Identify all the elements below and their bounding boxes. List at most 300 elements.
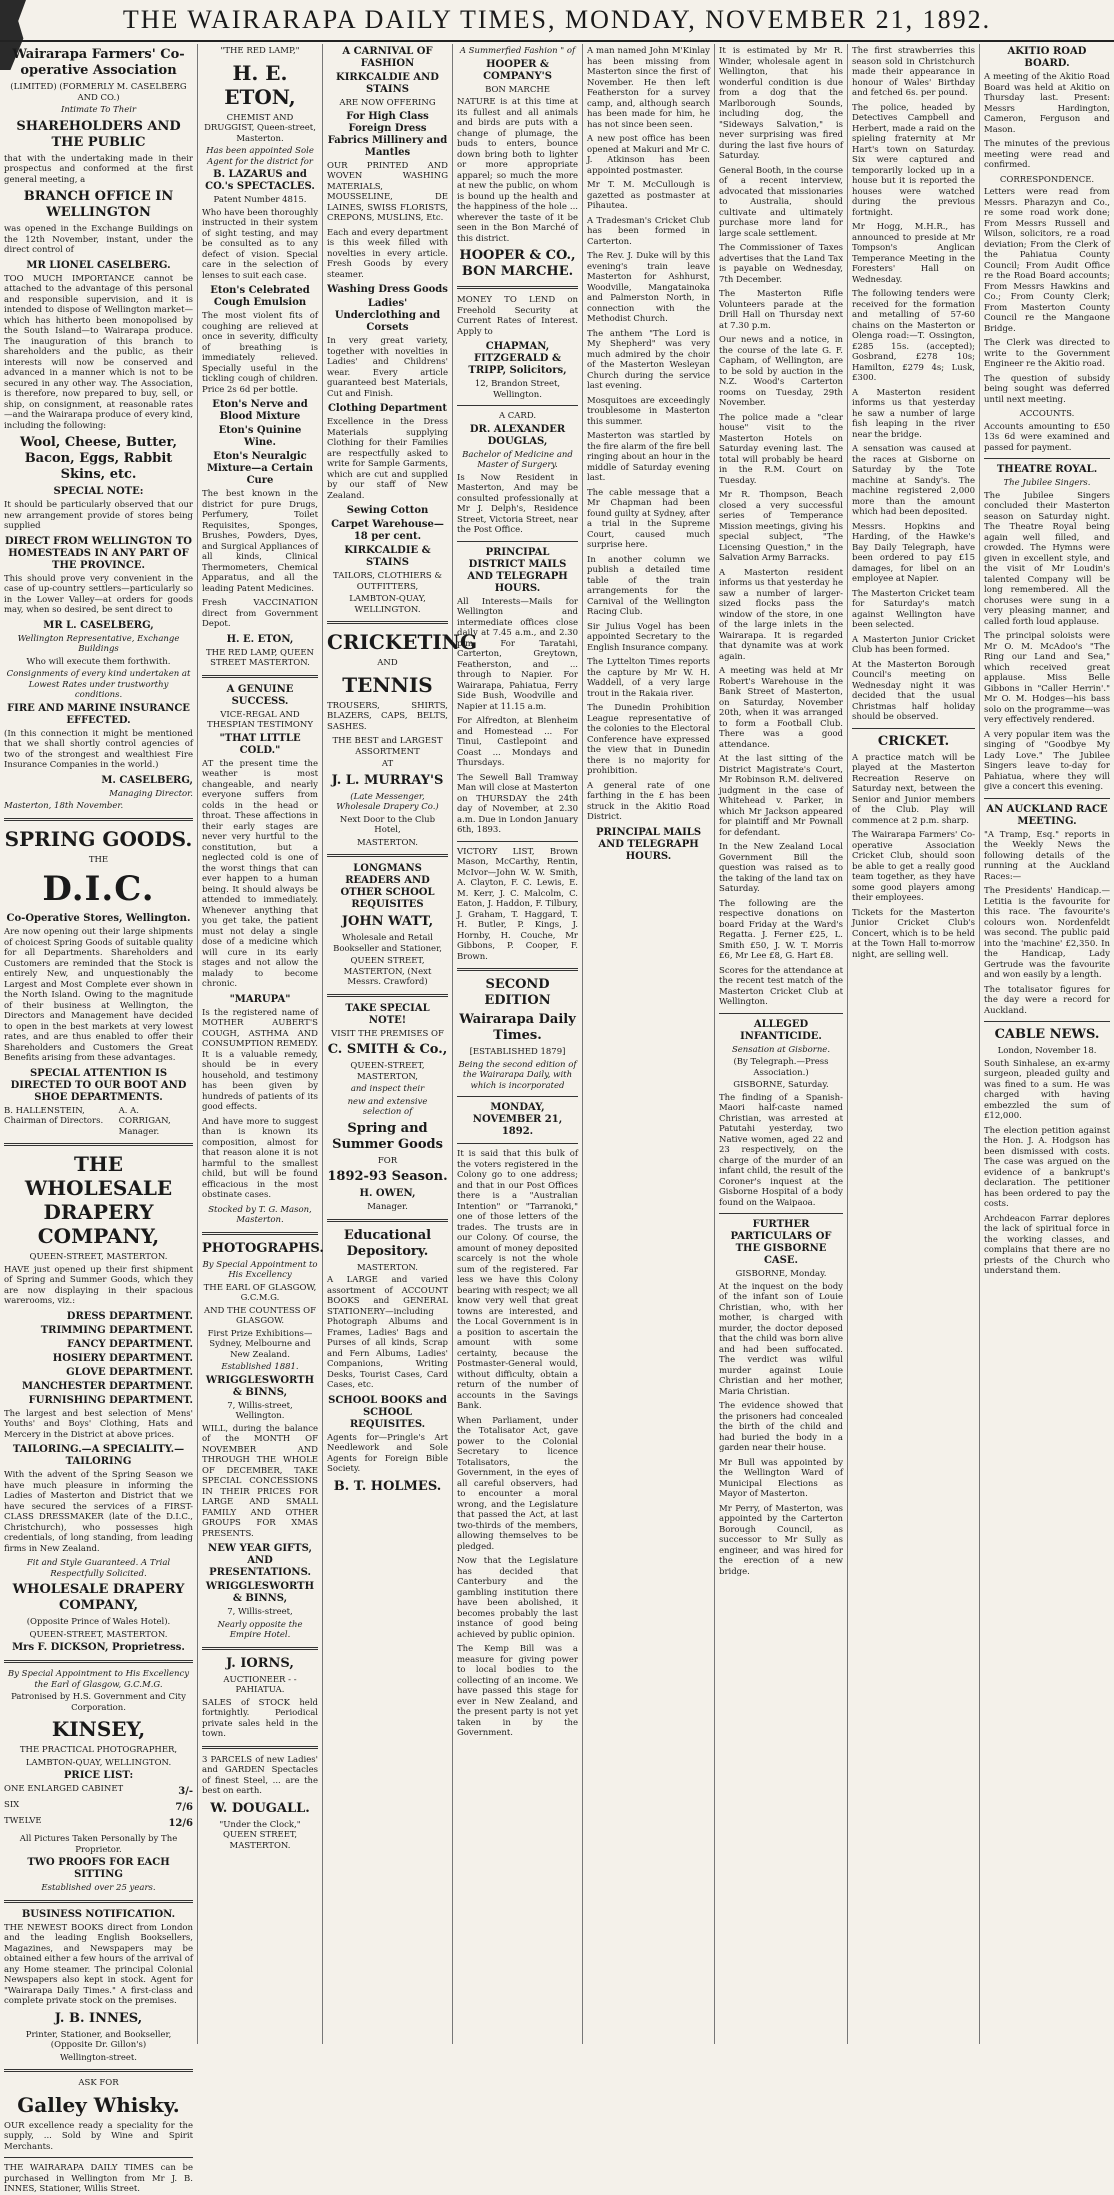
ad-association-manager: MR LIONEL CASELBERG.: [26, 259, 171, 271]
news-item: A meeting of the Akitio Road Board was held at Akitio on Thursday last. Present: Messrs Hardington, Cameron, Ferguson and Mason.: [984, 72, 1110, 135]
ad-galley-title: Galley Whisky.: [17, 2092, 180, 2117]
ad-kinsey-proofs: TWO PROOFS FOR EACH SITTING: [27, 1857, 170, 1880]
headline-further: FURTHER PARTICULARS OF THE GISBORNE CASE.: [730, 1219, 832, 1266]
news-item: The cable message that a Mr Chapman had been found guilty at Sydney, after a trial in the Supreme Court, caused much surprise here.: [587, 487, 710, 550]
news-item: The Rev. J. Duke will by this evening's train leave Masterton for Ashhurst, Woodville, Mangatainoka and Palmerston North, in connection with the Methodist Church.: [587, 251, 710, 324]
divider: [327, 994, 448, 997]
ad-wb-nearly: Nearly opposite the Empire Hotel.: [217, 1619, 303, 1640]
ad-eton-vaccine: Fresh VACCINATION direct from Government Depot.: [202, 598, 318, 629]
subhead-accounts: ACCOUNTS.: [1019, 409, 1075, 419]
ad-murray-next: Next Door to the Club Hotel,: [339, 814, 436, 835]
ad-douglas-desc: Bachelor of Medicine and Master of Surgery.: [462, 449, 573, 470]
ad-murray-best: THE BEST and LARGEST ASSORTMENT: [332, 736, 443, 757]
headline-auckland: AN AUCKLAND RACE MEETING.: [986, 803, 1108, 827]
ad-marupa-sold: Stocked by T. G. Mason, Masterton.: [208, 1204, 312, 1225]
ad-association-opened: was opened in the Exchange Buildings on the 12th November, instant, under the direct control of: [4, 224, 193, 255]
divider: [4, 2069, 193, 2072]
ad-ks-title: KIRKCALDIE AND STAINS: [336, 72, 439, 95]
ad-wb-sig: WRIGGLESWORTH & BINNS,: [205, 1581, 315, 1604]
ad-ks-lambton: LAMBTON-QUAY, WELLINGTON.: [349, 594, 426, 615]
headline-cable: CABLE NEWS.: [994, 1027, 1100, 1042]
news-item: The finding of a Spanish-Maori half-caste named Christian, was arrested at Patutahi yesterday, two Native women, aged 22 and 23 respectively, on the charge of the murder of an infant child, the result of the Coroner's inquest at the Gisborne Hospital of a body found on the Waipaoa.: [719, 1092, 843, 1208]
divider: [984, 458, 1110, 459]
news-item: A Masterton resident informs us that yesterday he saw a number of large fish leaping in the river near the bridge.: [852, 387, 975, 440]
ad-dic-signatures: [4, 1106, 193, 1138]
ad-dic-special: SPECIAL ATTENTION IS DIRECTED TO OUR BOOT AND SHOE DEPARTMENTS.: [10, 1067, 187, 1103]
ad-association-sig: M. CASELBERG,: [101, 774, 193, 786]
ad-hooper-again: HOOPER & CO., BON MARCHE.: [459, 248, 576, 279]
ad-eton-name: H. E. ETON,: [224, 60, 296, 109]
ad-smith-addr: QUEEN-STREET, MASTERTON,: [350, 1061, 425, 1082]
ad-holmes-educational: Educational Depository.: [343, 1227, 432, 1259]
news-item: At the inquest on the body of the infant son of Louie Christian, who, with her mother, is charged with murder, the doctor deposed that the child was born alive and had been suffocated. The verdict was wilful murder against Louie Christian and her mother, Maria Christian.: [719, 1281, 843, 1397]
subhead-jubilee: The Jubilee Singers.: [1003, 478, 1091, 488]
price-row: [4, 1784, 193, 1800]
ad-smith-spring: Spring and Summer Goods: [332, 1120, 443, 1152]
ad-dic-title: D.I.C.: [42, 869, 155, 909]
ad-eton-red-lamp: "THE RED LAMP,": [220, 46, 300, 56]
divider: [852, 728, 975, 729]
news-item: It is estimated by Mr R. Winder, wholesale agent in Wellington, that his wonderful condition is due from a dog that the Marlborough Sounds, including dog, the "Sideways Salvation," is never surprising was fired during the last five hours of Saturday.: [719, 46, 843, 161]
ad-kinsey-pricelist: PRICE LIST:: [63, 1770, 134, 1781]
news-item: The Lyttelton Times reports the capture by Mr W. H. Waddell, of a very large trout in the Rakaia river.: [587, 657, 710, 699]
ad-wholesale-depts: [4, 1311, 193, 1407]
ad-dougall-parcels: 3 PARCELS of new Ladies' and GARDEN Spectacles of finest Steel, ... are the best on earth.: [202, 1754, 318, 1796]
ad-holmes-body: A LARGE and varied assortment of ACCOUNT BOOKS and GENERAL STATIONERY—including Photograph Albums and Frames, Ladies' Bags and Purses of all kinds, Scrap and Fern Albums, Ladies' Companions, Writing Desks, Tourist Cases, Card Cases, etc.: [327, 1275, 448, 1390]
ad-watt-addr: QUEEN STREET, MASTERTON, (Next Messrs. Crawford): [343, 956, 432, 987]
notice-times: THE WAIRARAPA DAILY TIMES can be purchased in Wellington from Mr J. B. INNES, Stationer, Willis Street.: [4, 2163, 193, 2194]
ad-kinsey-appt: By Special Appointment to His Excellency the Earl of Glasgow, G.C.M.G.: [7, 1669, 190, 1690]
price-row: [4, 1816, 193, 1832]
ad-wb-prize: First Prize Exhibitions—Sydney, Melbourne and New Zealand.: [207, 1328, 313, 1360]
ad-money-brandon: 12, Brandon Street, Wellington.: [474, 379, 561, 400]
ad-wholesale-fit: Fit and Style Guaranteed. A Trial Respectfully Solicited.: [26, 1558, 171, 1579]
divider: [4, 1660, 193, 1663]
news-item: The first strawberries this season sold in Christchurch made their appearance in honour of Wales' Birthday and fetched 6s. per pound.: [852, 46, 975, 98]
divider: [202, 675, 318, 678]
news-item: The principal soloists were Mr O. M. McAdoo's "The Ring our Land and Sea," which received great applause. Miss Belle Gibbons in "Caller Herrin'." Mr O. M. Hodges—his bass solo on the programme—was very effectively rendered.: [984, 631, 1110, 725]
news-item: The Wairarapa Farmers' Co-operative Association Cricket Club, should soon be able to get a really good team together, as they have some good players among their employees.: [852, 830, 975, 903]
ad-eton-cough-body: The most violent fits of coughing are relieved at once in severity, difficulty of breathing is immediately relieved. Specially useful in the tickling cough of children. Price 2s 6d per bottle.: [202, 311, 318, 395]
news-item: The Commissioner of Taxes advertises that the Land Tax is payable on Wednesday, 7th December.: [719, 243, 843, 285]
ad-eton-blood: Eton's Nerve and Blood Mixture: [212, 399, 308, 422]
column-3: [323, 44, 478, 2044]
ad-association-branch: BRANCH OFFICE IN WELLINGTON: [23, 189, 174, 220]
ad-galley-ask: ASK FOR: [78, 2078, 119, 2088]
column-5: [583, 44, 715, 2044]
ad-murray-tennis: TENNIS: [342, 672, 433, 697]
news-item: Mr T. M. McCullough is gazetted as postmaster at Pihautea.: [587, 180, 710, 211]
ad-smith-for: FOR: [377, 1155, 398, 1166]
ad-wb-earl: THE EARL OF GLASGOW, G.C.M.G.: [203, 1282, 317, 1303]
ad-smith-selected: new and extensive selection of: [347, 1096, 428, 1117]
column-2: [198, 44, 323, 2044]
ad-murray-and: AND: [377, 658, 398, 668]
ad-ks-washing: Washing Dress Goods: [327, 284, 448, 295]
news-item: The Presidents' Handicap.—Letitia is the favourite for this race. The favourite's colours won. Nordenfeldt was second. The public paid into the 'machine' £2,350. In the Handicap, Lady Gertrude was the favourite and won easily by a length.: [984, 886, 1110, 980]
news-item: Scores for the attendance at the recent test match of the Masterton Cricket Club at Wellington.: [719, 965, 843, 1007]
news-item: The election petition against the Hon. J. A. Hodgson has been dismissed with costs. The case was argued on the evidence of a bankrupt's declaration. The petitioner has been ordered to pay the costs.: [984, 1125, 1110, 1209]
news-item: At the Masterton Borough Council's meeting on Wednesday night it was decided that the usual Christmas half holiday should be observed.: [852, 659, 975, 722]
ad-association-direct: DIRECT FROM WELLINGTON TO HOMESTEADS IN ANY PART OF THE PROVINCE.: [4, 535, 193, 571]
ad-wb-willis: 7, Willis-street, Wellington.: [227, 1400, 293, 1421]
news-item: Mr Hogg, M.H.R., has announced to preside at Mr Tompson's Anglican Temperance Meeting in the Foresters' Hall on Wednesday.: [852, 222, 975, 285]
news-item: A practice match will be played at the Masterton Recreation Reserve on Saturday next, between the Senior and Junior members of the Club. Play will commence at 2 p.m. sharp.: [852, 752, 975, 826]
news-item: The Masterton Rifle Volunteers parade at the Drill Hall on Thursday next at 7.30 p.m.: [719, 289, 843, 331]
ad-smith-owen-title: Manager.: [367, 1202, 408, 1212]
ad-murray-name: J. L. MURRAY'S: [331, 772, 444, 788]
news-item: The question of subsidy being sought was deferred until next meeting.: [984, 373, 1110, 405]
telegraph-credit: (By Telegraph.—Press Association.): [733, 1057, 829, 1078]
news-item: A man named John M'Kinlay has been missing from Masterton since the first of November. He then left Featherston for a survey camp, and, although search has been made for him, he has not since been seen.: [587, 46, 710, 130]
ad-wb-established: Established 1881.: [221, 1362, 299, 1372]
headline-infanticide: ALLEGED INFANTICIDE.: [740, 1018, 822, 1042]
news-item: The Clerk was directed to write to the Government Engineer re the Akitio road.: [984, 338, 1110, 369]
ad-hooper-bon: BON MARCHE: [485, 84, 550, 95]
ad-association-rep: Wellington Representative, Exchange Buildings: [17, 633, 180, 654]
ad-watt-desc: Wholesale and Retail Bookseller and Stationer,: [333, 933, 442, 954]
ad-murray-town: MASTERTON.: [356, 837, 419, 848]
ad-murray-at: AT: [381, 759, 394, 769]
ad-holmes-agents: Agents for—Pringle's Art Needlework and Sole Agents for Foreign Bible Society.: [327, 1432, 448, 1474]
ad-murray-trousers: TROUSERS, SHIRTS, BLAZERS, CAPS, BELTS, SASHES.: [327, 700, 448, 732]
ad-wb-newyear: NEW YEAR GIFTS, AND PRESENTATIONS.: [208, 1543, 312, 1578]
ad-innes-desc: Printer, Stationer, and Bookseller, (Opposite Dr. Gillon's): [25, 2029, 172, 2050]
ad-smith-inspect: and inspect their: [350, 1084, 425, 1094]
ad-murray-late: (Late Messenger, Wholesale Drapery Co.): [336, 791, 439, 812]
ad-wholesale-queen: QUEEN-STREET, MASTERTON.: [29, 1252, 168, 1262]
editorial-2: When Parliament, under the Totalisator Act, gave power to the Colonial Secretary to licence Totalisators, the Government, in the eyes of all careful observers, had to encounter a moral wrong, and the Legislature that passed the Act, at last two-thirds of the members, allowing themselves to be pledged.: [457, 1415, 578, 1552]
divider: [4, 1900, 193, 1903]
ad-association-with: that with the undertaking made in their prospectus and conformed at the first general meeting, a: [4, 153, 193, 185]
ad-eton-neuralgic: Eton's Neuralgic Mixture—a Certain Cure: [206, 451, 314, 486]
ad-ks-body: Each and every department is this week filled with novelties in every article. Fresh Goods by every steamer.: [327, 227, 448, 280]
ad-ks-clothing-body: Excellence in the Dress Materials supplying Clothing for their Families are respectfully asked to write for Sample Garments, which are cut and supplied by our staff of New Zealand.: [327, 417, 448, 501]
paper-established: [ESTABLISHED 1879]: [469, 1047, 566, 1057]
news-item: A Masterton Junior Cricket Club has been formed.: [852, 634, 975, 655]
ad-ks-offer: ARE NOW OFFERING: [339, 98, 436, 108]
ad-marupa-title: "MARUPA": [229, 993, 291, 1005]
column-1: [0, 44, 198, 2194]
ad-innes-title: BUSINESS NOTIFICATION.: [21, 1908, 176, 1920]
ad-wb-countess: AND THE COUNTESS OF GLASGOW.: [203, 1305, 317, 1326]
ad-iorns-name: J. IORNS,: [226, 1655, 294, 1671]
ad-smith-name: C. SMITH & Co.,: [327, 1042, 448, 1057]
ad-dic-sig-left: B. HALLENSTEIN, Chairman of Directors.: [4, 1105, 104, 1126]
news-item: Our news and a notice, in the course of the late G. F. Capham, of Wellington, are to be sold by auction in the N.Z. Wood's Carterton rooms on Tuesday, 29th November.: [719, 335, 843, 408]
divider: [457, 1096, 578, 1097]
news-item: Archdeacon Farrar deplores the lack of spiritual force in the working classes, and complains that there are no priests of the Church who understand them.: [984, 1213, 1110, 1276]
news-item: The police made a "clear house" visit to the Masterton Hotels on Saturday evening last. The total will probably be heard in the R.M. Court on Tuesday.: [719, 412, 843, 486]
ad-dic-full: Co-Operative Stores, Wellington.: [6, 913, 191, 924]
news-item: The following tenders were received for the formation and metalling of 57-60 chains on the Masterton or Olenga road:—T. Ossington, £285 15s. (accepted); Gosbrand, £278 10s; Hamilton, £279 4s; Lusk, £300.: [852, 289, 975, 383]
ad-ks-carnival: A CARNIVAL OF FASHION: [342, 46, 433, 69]
ad-marupa-body: Is the registered name of MOTHER AUBERT'S COUGH, ASTHMA AND CONSUMPTION REMEDY. It is a valuable remedy, should be in every household, and testimony has been given by hundreds of patients of its good effects.: [202, 1007, 318, 1112]
ad-association-fire: FIRE AND MARINE INSURANCE EFFECTED.: [7, 702, 190, 726]
news-item: Accounts amounting to £50 13s 6d were examined and passed for payment.: [984, 421, 1110, 453]
ad-kinsey-estab: Established over 25 years.: [41, 1883, 156, 1893]
divider: [327, 1219, 448, 1222]
ad-money-body: MONEY TO LEND on Freehold Security at Current Rates of Interest. Apply to: [457, 295, 578, 337]
price-value: 12/6: [168, 1818, 193, 1829]
ad-wholesale-again: WHOLESALE DRAPERY COMPANY,: [12, 1582, 185, 1613]
editorial-1: It is said that this bulk of the voters registered in the Colony go to one address; and that in our Post Offices there is a "Australian Intention" or "Tarranoki," one of those letters of the trades. The trusts are in our Colony. Of course, the amount of money deposited scarcely is not the whole sum of the registered. Far less we have this Colony bearing with respect; we all know very well that great towns are interested, and the Local Government is in a position to ascertain the amount with some certainty, because the Postmaster-General would, without difficulty, obtain a return of the number of accounts in the Savings Bank.: [457, 1149, 578, 1411]
ad-wholesale-queen2: QUEEN-STREET, MASTERTON.: [29, 1629, 168, 1640]
ad-association-limited: (LIMITED) (FORMERLY M. CASELBERG AND CO.): [10, 82, 187, 103]
ad-eton-lazarus: B. LAZARUS and CO.'s SPECTACLES.: [205, 169, 315, 192]
ad-watt-longmans: LONGMANS READERS AND OTHER SCHOOL REQUISITES: [340, 863, 435, 910]
ad-ks-under-body: In very great variety, together with novelties in Ladies' and Childrens' wear. Every article guaranteed best Materials, Cut and Finish.: [327, 336, 448, 399]
ad-ks-tailors: TAILORS, CLOTHIERS & OUTFITTERS,: [333, 571, 442, 592]
dateline: London, November 18.: [997, 1046, 1097, 1056]
ad-dougall-addr: "Under the Clock," QUEEN STREET, MASTERTON.: [219, 1819, 301, 1851]
news-item: A sensation was caused at the races at Gisborne on Saturday by the Tote machine at Sandy's. The machine registered 2,000 more than the amount which had been deposited.: [852, 444, 975, 517]
ad-kinsey-lambton: LAMBTON-QUAY, WELLINGTON.: [25, 1757, 172, 1768]
divider: [457, 405, 578, 406]
ad-ks-sewing: Sewing Cotton: [346, 505, 429, 516]
ad-marupa-little: "THAT LITTLE COLD.": [219, 732, 301, 756]
ad-eton-agent: Has been appointed Sole Agent for the district for: [206, 146, 314, 167]
news-item: The Masterton Cricket team for Saturday's match against Wellington have been selected.: [852, 588, 975, 630]
mails-title: PRINCIPAL DISTRICT MAILS AND TELEGRAPH HOURS.: [467, 546, 568, 594]
divider: [4, 2157, 193, 2158]
dept-item: GLOVE DEPARTMENT.: [66, 1366, 193, 1378]
ad-ks-clothing: Clothing Department: [327, 403, 448, 414]
divider: [457, 841, 578, 842]
ad-marupa-vice: VICE-REGAL AND THESPIAN TESTIMONY: [207, 709, 313, 730]
dept-item: DRESS DEPARTMENT.: [66, 1310, 193, 1322]
divider: [457, 968, 578, 971]
ad-dougall-name: W. DOUGALL.: [210, 1800, 310, 1816]
ad-innes-street: Wellington-street.: [59, 2052, 138, 2063]
ad-eton-cough: Eton's Celebrated Cough Emulsion: [210, 285, 310, 308]
divider: [4, 1143, 193, 1146]
news-item: The police, headed by Detectives Campbell and Herbert, made a raid on the spieling fraternity at Mr Hart's town on Saturday. Six were captured and temporarily locked up in a house but it is reported the houses were watched during the previous fortnight.: [852, 102, 975, 218]
dept-item: FURNISHING DEPARTMENT.: [28, 1394, 193, 1406]
divider: [327, 854, 448, 857]
ad-innes-name: J. B. INNES,: [54, 2010, 143, 2026]
ad-holmes-town: MASTERTON.: [356, 1262, 419, 1273]
ad-iorns-auctioneer: AUCTIONEER - - PAHIATUA.: [223, 1674, 297, 1695]
news-item: Mr Bull was appointed by the Wellington Ward of Municipal Elections as Mayor of Masterton.: [719, 1457, 843, 1499]
ad-wholesale-prop: Mrs F. DICKSON, Proprietress.: [12, 1642, 185, 1653]
paper-name: Wairarapa Daily Times.: [459, 1012, 576, 1043]
news-item: A new post office has been opened at Makuri and Mr C. J. Atkinson has been appointed postmaster.: [587, 134, 710, 176]
ad-eton-patent: Patent Number 4815.: [213, 195, 307, 205]
news-item: In another column we publish a detailed time table of the train arrangements for the Carnival of the Wellington Racing Club.: [587, 554, 710, 617]
victory-list: VICTORY LIST, Brown Mason, McCarthy, Rentin, McIvor—John W. W. Smith, A. Clayton, F. C. Lewis, E. M. Kerr, J. C. Malcolm, C. Eaton, J. Haddon, F. Tilbury, J. Graham, T. Haggard, T. H. Butler, P. Kings, J. Hornby, H. Couche, Mr Gibbons, P. Cooper, F. Brown.: [457, 846, 578, 962]
news-item: The following are the respective donations on board Friday at the Ward's Regatta. J. Ferner £25, L. Smith £50, J. W. T. Morris £6, Mr Lee £8, G. Hart £8.: [719, 898, 843, 961]
ad-spring-goods: SPRING GOODS.: [4, 826, 193, 851]
ad-hooper-title: HOOPER & COMPANY'S: [483, 58, 552, 82]
divider: [457, 1143, 578, 1144]
ad-innes-body: THE NEWEST BOOKS direct from London and the leading English Booksellers, Magazines, and Newspapers may be obtained either a few hours of the arrival of any Home steamer. The principal Colonial Newspapers also kept in stock. Agent for "Wairarapa Daily Times." A first-class and complete private stock on the premises.: [4, 1922, 194, 2006]
ad-dic-body: Are now opening out their large shipments of choicest Spring Goods of suitable quality for all Departments. Shareholders and Customers are reminded that the Stock is entirely New, and unquestionably the Largest and Most Complete ever shown in the North Island. Owing to the magnitude of their business at Wellington, the Directors and Management have decided to open in the best markets at very lowest rates, and are thus enabled to offer their Shareholders and Customers the Great Benefits arising from these advantages.: [4, 927, 193, 1063]
ad-eton-chemist: CHEMIST AND DRUGGIST, Queen-street, Masterton.: [204, 112, 316, 144]
ad-holmes-school: SCHOOL BOOKS and SCHOOL REQUISITES.: [328, 1394, 447, 1430]
ad-ks-high: For High Class Foreign Dress Fabrics Millinery and Mantles: [327, 110, 448, 158]
mails-body: All Interests—Mails for Wellington and intermediate offices close daily at 7.45 a.m., and 2.30 p.m. For Taratahi, Carterton, Greytown, Featherston, and ... through to Napier. For Wairarapa, Pahiatua, Ferry Side Bush, Woodville and Napier at 11.15 a.m.: [457, 596, 578, 712]
ad-card: A CARD.: [498, 411, 537, 421]
ad-wholesale-opp: (Opposite Prince of Wales Hotel).: [26, 1617, 171, 1627]
news-item: The minutes of the previous meeting were read and confirmed.: [984, 139, 1110, 170]
second-edition: SECOND EDITION: [484, 977, 551, 1008]
column-4: [453, 44, 583, 2044]
ad-eton-rel: H. E. ETON,: [226, 633, 294, 645]
ad-wb-body: WILL, during the balance of the MONTH OF NOVEMBER AND THROUGH THE WHOLE OF DECEMBER, TAKE SPECIAL CONCESSIONS IN THEIR PRICES FOR LARGE AND SMALL FAMILY AND OTHER GROUPS FOR XMAS PRESENTS.: [202, 1423, 318, 1539]
news-item: A meeting was held at Mr Robert's Warehouse in the Bank Street of Masterton, on Saturday, November 20th, when it was arranged to form a Football Club. There was a good attendance.: [719, 666, 843, 750]
column-8: [980, 44, 1114, 2044]
news-item: General Booth, in the course of a recent interview, advocated that missionaries to Australia, should cultivate and ultimately purchase more land for large scale settlement.: [719, 165, 843, 239]
ad-smith-owen: H. OWEN,: [359, 1188, 416, 1199]
ad-wholesale-body: HAVE just opened up their first shipment of Spring and Summer Goods, which they are now displaying in their spacious warerooms, viz.:: [4, 1264, 193, 1306]
ad-wholesale-latest: The largest and best selection of Mens' Youths' and Boys' Clothing, Hats and Mercery in the District at above prices.: [4, 1408, 193, 1440]
ad-douglas-body: Is Now Resident in Masterton, And may be consulted professionally at Mr J. Delph's, Residence Street, Victoria Street, near the Post Office.: [457, 472, 578, 535]
editorial-4: The Kemp Bill was a measure for giving power to local bodies to the collecting of an income. We have passed this stage for ever in New Zealand, and the present party is not yet taken in by the Government.: [457, 1644, 578, 1738]
principal-mails: PRINCIPAL MAILS AND TELEGRAPH HOURS.: [595, 826, 702, 862]
divider: [984, 798, 1110, 799]
ad-ks-under: Ladies' Underclothing and Corsets: [334, 298, 441, 333]
news-item: The totalisator figures for the day were a record for Auckland.: [984, 984, 1110, 1016]
divider: [457, 541, 578, 542]
ad-association-date: Masterton, 18th November.: [4, 801, 124, 811]
ad-wholesale-title: THE WHOLESALE DRAPERY COMPANY,: [24, 1152, 173, 1248]
ad-eton-body: The best known in the district for pure Drugs, Perfumery, Toilet Requisites, Sponges, Brushes, Powders, Dyes, and Surgical Appliances of all kinds, Clinical Thermometers, Chemical Apparatus, and all the leading Patent Medicines.: [202, 489, 318, 594]
ad-holmes-name: B. T. HOLMES.: [333, 1478, 442, 1494]
price-label: ONE ENLARGED CABINET: [4, 1784, 124, 1794]
subhead-correspondence: CORRESPONDENCE.: [999, 174, 1095, 185]
news-item: South Sinhalese, an ex-army surgeon, pleaded guilty and was fined to a sum. He was charged with having embezzled the sum of £12,000.: [984, 1058, 1110, 1121]
ad-kinsey-patron: Patronised by H.S. Government and City Corporation.: [11, 1692, 186, 1713]
ad-kinsey-all: All Pictures Taken Personally by The Proprietor.: [19, 1834, 178, 1855]
column-6: [715, 44, 848, 2044]
mails-body2: For Alfredton, at Blenheim and Homestead ... For Tinui, Castlepoint and Coast ... Mondays and Thursdays.: [457, 716, 578, 768]
ad-ks-again: KIRKCALDIE & STAINS: [344, 545, 431, 568]
divider: [984, 1021, 1110, 1022]
ad-association-intimate: Intimate To Their: [60, 105, 137, 115]
price-value: 7/6: [175, 1802, 193, 1813]
editorial-3: Now that the Legislature has decided that Canterbury and the gambling institution there have been abolished, it becomes probably the last instance of good being achieved by public opinion.: [457, 1556, 578, 1640]
divider: [202, 1232, 318, 1235]
ad-ks-carpet: Carpet Warehouse—18 per cent.: [331, 519, 444, 542]
column-7: [848, 44, 980, 2044]
news-item: Mr R. Thompson, Beach closed a very successful series of Temperance Mission meetings, giving his special subject, "The Licensing Question," in the Salvation Army Barracks.: [719, 490, 843, 563]
ad-marupa-cold-body: AT the present time the weather is most changeable, and nearly everyone suffers from colds in the head or throat. These affections in their early stages are never very hurtful to the constitution, but a neglected cold is one of the worst things that can ever happen to a human being. It should always be attended to immediately. Whenever anything that you get take, the patient must not delay a single dose of a medicine which will cure in its early stages and not allow the malady to become chronic.: [202, 758, 318, 989]
divider: [719, 1013, 843, 1014]
news-item: Letters were read from Messrs. Pharazyn and Co., re some road work done; From Messrs Russell and Wilson, solicitors, re a road deviation; From the Clerk of the Pahiatua County Council; From Audit Office re the Road Board accounts; From Messrs Hawkins and Co.; From County Clerk; From Masterton County Council re the Mangaone Bridge.: [984, 187, 1110, 334]
dept-item: FANCY DEPARTMENT.: [67, 1338, 193, 1350]
news-item: The Dunedin Prohibition League representative of the colonies to the Electoral Conference have expressed the view that in Dunedin there is no majority for prohibition.: [587, 703, 710, 776]
news-item: Mr Perry, of Masterton, was appointed by the Carterton Borough Council, as successor to Mr Sully as engineer, and was hired for the erection of a new bridge.: [719, 1503, 843, 1577]
ad-marupa-genuine: A GENUINE SUCCESS.: [226, 683, 294, 707]
ad-smith-season: 1892-93 Season.: [327, 1169, 448, 1184]
ad-murray-cricketing: CRICKETING: [327, 630, 478, 654]
ad-hooper-summer: A Summerfied Fashion " of: [459, 46, 576, 56]
ad-association-produce: Wool, Cheese, Butter, Bacon, Eggs, Rabbit Skins, etc.: [19, 435, 177, 482]
ad-eton-quinine: Eton's Quinine Wine.: [218, 425, 302, 448]
ad-association-title: Wairarapa Farmers' Co-operative Association: [12, 47, 185, 78]
ad-galley-body: OUR excellence ready a speciality for the supply, ... Sold by Wine and Spirit Merchants.: [4, 2120, 193, 2152]
divider: [4, 818, 193, 821]
ad-association-body3: This should prove very convenient in the case of up-country settlers—particularly so in the Lower Valley—at orders for goods may, when so desired, be sent direct to: [4, 573, 193, 615]
dateline: GISBORNE, Saturday.: [733, 1080, 829, 1090]
dept-item: MANCHESTER DEPARTMENT.: [22, 1380, 193, 1392]
ad-eton-lazarus-body: Who have been thoroughly instructed in their system of sight testing, and may be consulted as to any defect of vision. Special care in the selection of lenses to suit each case.: [202, 207, 318, 281]
headline-cricket: CRICKET.: [877, 733, 950, 749]
news-item: The anthem "The Lord is My Shepherd" was very much admired by the choir of the Masterton Wesleyan Church during the service last evening.: [587, 328, 710, 391]
ad-wholesale-tailoring: TAILORING.—A SPECIALITY.—TAILORING: [12, 1444, 185, 1467]
ad-kinsey-practical: THE PRACTICAL PHOTOGRAPHER,: [19, 1745, 178, 1755]
masthead: THE WAIRARAPA DAILY TIMES, MONDAY, NOVEMBER 21, 1892.: [0, 0, 1114, 42]
news-item: Tickets for the Masterton Junior Cricket Club's Concert, which is to be held at the Town Hall to-morrow night, are selling well.: [852, 907, 975, 960]
ad-association-body2: It should be particularly observed that our new arrangement provide of stores being supplied: [4, 500, 193, 531]
divider: [457, 286, 578, 289]
news-item: At the last sitting of the District Magistrate's Court, Mr Robinson R.M. delivered judgment in the case of Whitehead v. Parker, in which Mr Jackson appeared for plaintiff and Mr Pownall for defendant.: [719, 754, 843, 838]
dept-item: HOSIERY DEPARTMENT.: [52, 1352, 193, 1364]
divider: [327, 621, 448, 624]
price-value: 3/-: [178, 1786, 193, 1797]
ad-hooper-body: NATURE is at this time at its fullest and all animals and birds are puts with a change of plumage, the buds to enters, bounce down bring both to lighter or more appropriate apparel; so much the more at new the public, on whom is bound up the health and the happiness of the hole ... wherever the taste of it be seen in the Bon Marché of this district.: [457, 97, 578, 244]
ad-association-shareholders: SHAREHOLDERS AND THE PUBLIC: [16, 118, 181, 150]
ad-wb-appt: By Special Appointment to His Excellency: [202, 1259, 318, 1280]
ad-wb-photographs: PHOTOGRAPHS.: [202, 1240, 324, 1256]
ad-eton-red-lamp2: THE RED LAMP, QUEEN STREET MASTERTON.: [206, 647, 314, 668]
ad-wb-title: WRIGGLESWORTH & BINNS,: [205, 1374, 315, 1398]
ad-kinsey-title: KINSEY,: [51, 1717, 146, 1741]
ad-douglas-name: DR. ALEXANDER DOUGLAS,: [469, 423, 566, 447]
ad-watt-name: JOHN WATT,: [341, 914, 434, 929]
ad-smith-visit: VISIT THE PREMISES OF: [331, 1028, 444, 1039]
news-item: A very popular item was the singing of "Goodbye My Lady Love." The Jubilee Singers leave to-day for Pahiatua, where they will give a concert this evening.: [984, 729, 1110, 792]
ad-ks-fabrics: OUR PRINTED AND WOVEN WASHING MATERIALS, MOUSSELINE, DE LAINES, SWISS FLORISTS, CREPONS, MUSLINS, Etc.: [327, 160, 448, 223]
price-label: SIX: [4, 1800, 20, 1810]
headline-theatre: THEATRE ROYAL.: [996, 464, 1098, 475]
news-item: The Jubilee Singers concluded their Masterton season on Saturday night. The Theatre Royal being again well filled, and crowded. The Hymns were given in excellent style, and the visit of Mr Loudin's talented Company will be long remembered. All the choruses were sung in a very pleasing manner, and called forth loud applause.: [984, 490, 1110, 627]
divider: [719, 1213, 843, 1214]
subhead-gisborne: Sensation at Gisborne.: [731, 1044, 831, 1055]
news-item: The evidence showed that the prisoners had concealed the birth of the child and had buried the body in a garden near their house.: [719, 1401, 843, 1453]
ad-iorns-sales: SALES of STOCK held fortnightly. Periodical private sales held in the town.: [202, 1697, 318, 1739]
ad-association-special: SPECIAL NOTE:: [53, 486, 144, 497]
price-row: [4, 1800, 193, 1816]
ad-wb-willis2: 7, Willis-street,: [227, 1607, 293, 1617]
news-item: A general rate of one farthing in the £ has been struck in the Akitio Road District.: [587, 780, 710, 822]
ad-association-promptly: Who will execute them forthwith.: [26, 656, 171, 667]
mails-sewell: The Sewell Ball Tramway Man will close at Masterton on THURSDAY the 24th day of November, at 2.30 a.m. Due in London January 6th, 1893.: [457, 772, 578, 835]
dateline: GISBORNE, Monday.: [735, 1269, 827, 1279]
news-item: Masterton was startled by the fire alarm of the fire bell ringing about an hour in the middle of Saturday evening last.: [587, 431, 710, 483]
news-item: Messrs. Hopkins and Harding, of the Hawke's Bay Daily Telegraph, have been ordered to pay £15 damages, for libel on an employee at Napier.: [852, 521, 975, 584]
price-label: TWELVE: [4, 1816, 42, 1826]
divider: [202, 1647, 318, 1650]
ad-association-consign: Consignments of every kind undertaken at Lowest Rates under trustworthy conditions.: [6, 669, 191, 700]
ad-association-sig-title: Managing Director.: [109, 788, 193, 799]
news-item: Mosquitoes are exceedingly troublesome in Masterton this summer.: [587, 395, 710, 427]
ad-association-body4: (In this connection it might be mentioned that we shall shortly control agencies of two of the strongest and wealthiest Fire Insurance Companies in the world.): [4, 728, 193, 770]
news-item: "A Tramp, Esq." reports in the Weekly News the following details of the running at the Auckland Races:—: [984, 829, 1110, 882]
news-item: Sir Julius Vogel has been appointed Secretary to the English Insurance company.: [587, 621, 710, 653]
dept-item: TRIMMING DEPARTMENT.: [40, 1324, 193, 1336]
news-item: In the New Zealand Local Government Bill the question was raised as to the taking of the land tax on Saturday.: [719, 842, 843, 894]
paper-printed: Being the second edition of the Wairarapa Daily, with which is incorporated: [458, 1059, 577, 1091]
paper-date-line: MONDAY, NOVEMBER 21, 1892.: [472, 1102, 563, 1137]
ad-smith-note: TAKE SPECIAL NOTE!: [345, 1002, 430, 1026]
news-item: A Tradesman's Cricket Club has been formed in Carterton.: [587, 215, 710, 247]
headline-akitio: AKITIO ROAD BOARD.: [1007, 46, 1087, 69]
ad-wholesale-body2: With the advent of the Spring Season we have much pleasure in informing the Ladies of Masterton and District that we have secured the services of a FIRST-CLASS DRESSMAKER (late of the D.I.C., Christchurch), who possesses high credentials, of long standing, from leading firms in New Zealand.: [4, 1470, 193, 1554]
news-item: A Masterton resident informs us that yesterday he saw a number of larger-sized flocks pass the window of the store, in one of the large inlets in the Wairarapa. It is regarded that dynamite was at work again.: [719, 567, 843, 662]
ad-dic-the: THE: [88, 854, 109, 865]
